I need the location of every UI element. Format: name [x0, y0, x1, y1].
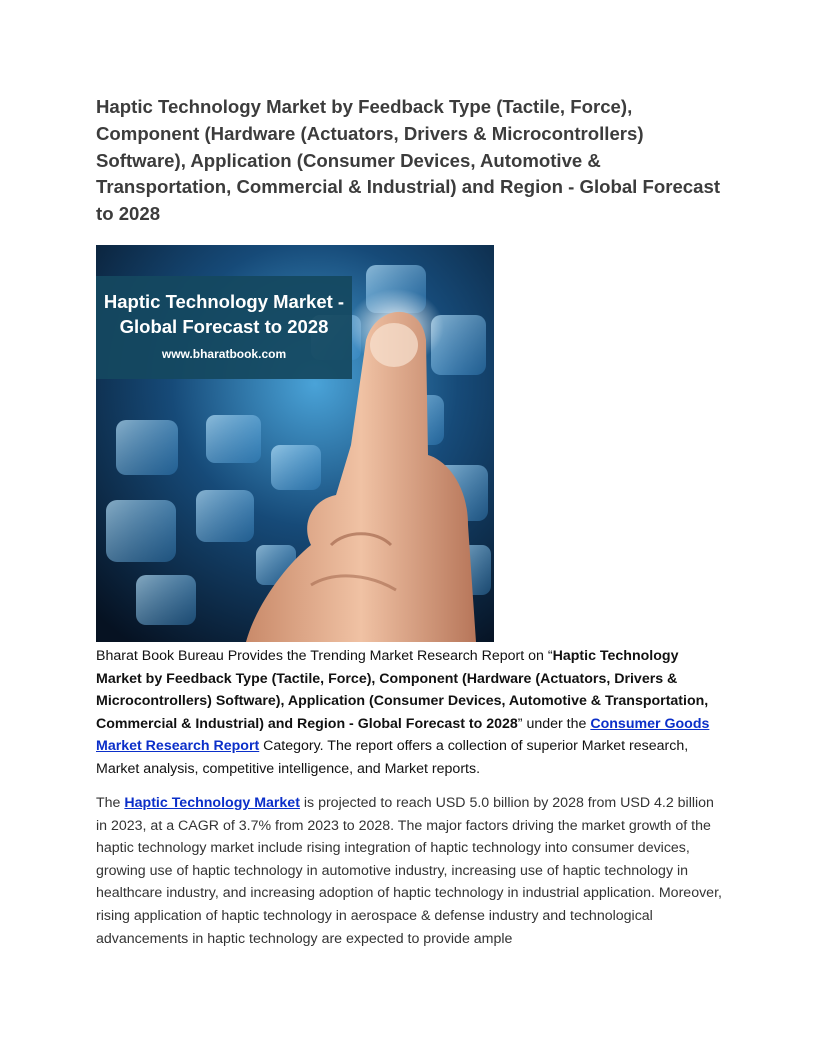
haptic-market-link[interactable]: Haptic Technology Market [124, 795, 300, 811]
body-lead: The [96, 795, 125, 811]
intro-under: ” under the [517, 715, 591, 732]
body-paragraph [96, 792, 726, 950]
intro-lead: Bharat Book Bureau Provides the Trending Market Research Report on “ [96, 648, 553, 664]
page-title: Haptic Technology Market by Feedback Type (Tactile, Force), Component (Hardware (Actuators, Drivers & Microcontrollers) Software), Application (Consumer Devices, Automotive & Transportation, Commercial & Industrial) and Region - Global Forecast to 2028 [96, 96, 721, 225]
body-text: is projected to reach USD 5.0 billion by 2028 from USD 4.2 billion in 2023, at a CAGR of 3.7% from 2023 to 2028. The major factors driving the market growth of the haptic technology market include rising integration of haptic technology into consumer devices, growing use of haptic technology in automotive industry, increasing use of haptic technology in healthcare industry, and increasing adoption of haptic technology in industrial application. Moreover, rising application of haptic technology in aerospace & defense industry and technological advancements in haptic technology are expected to provide ample [96, 795, 722, 947]
image-banner [96, 276, 352, 379]
banner-title: Haptic Technology Market - Global Forecast to 2028 [103, 291, 345, 337]
intro-tail: Category. The report offers a collection of superior Market research, Market analysis, competitive intelligence, and Market reports. [96, 738, 689, 777]
banner-url: www.bharatbook.com [161, 347, 287, 361]
report-title: Haptic Technology Market by Feedback Type (Tactile, Force), Component (Hardware (Actuators, Drivers & Microcontrollers) Software), Application (Consumer Devices, Automotive & Transportation, Commercial & Industrial) and Region - Global Forecast to 2028 [96, 648, 709, 732]
consumer-goods-link[interactable]: Consumer Goods Market Research Report [96, 715, 710, 755]
intro-paragraph [96, 645, 726, 781]
hero-image [96, 245, 494, 642]
